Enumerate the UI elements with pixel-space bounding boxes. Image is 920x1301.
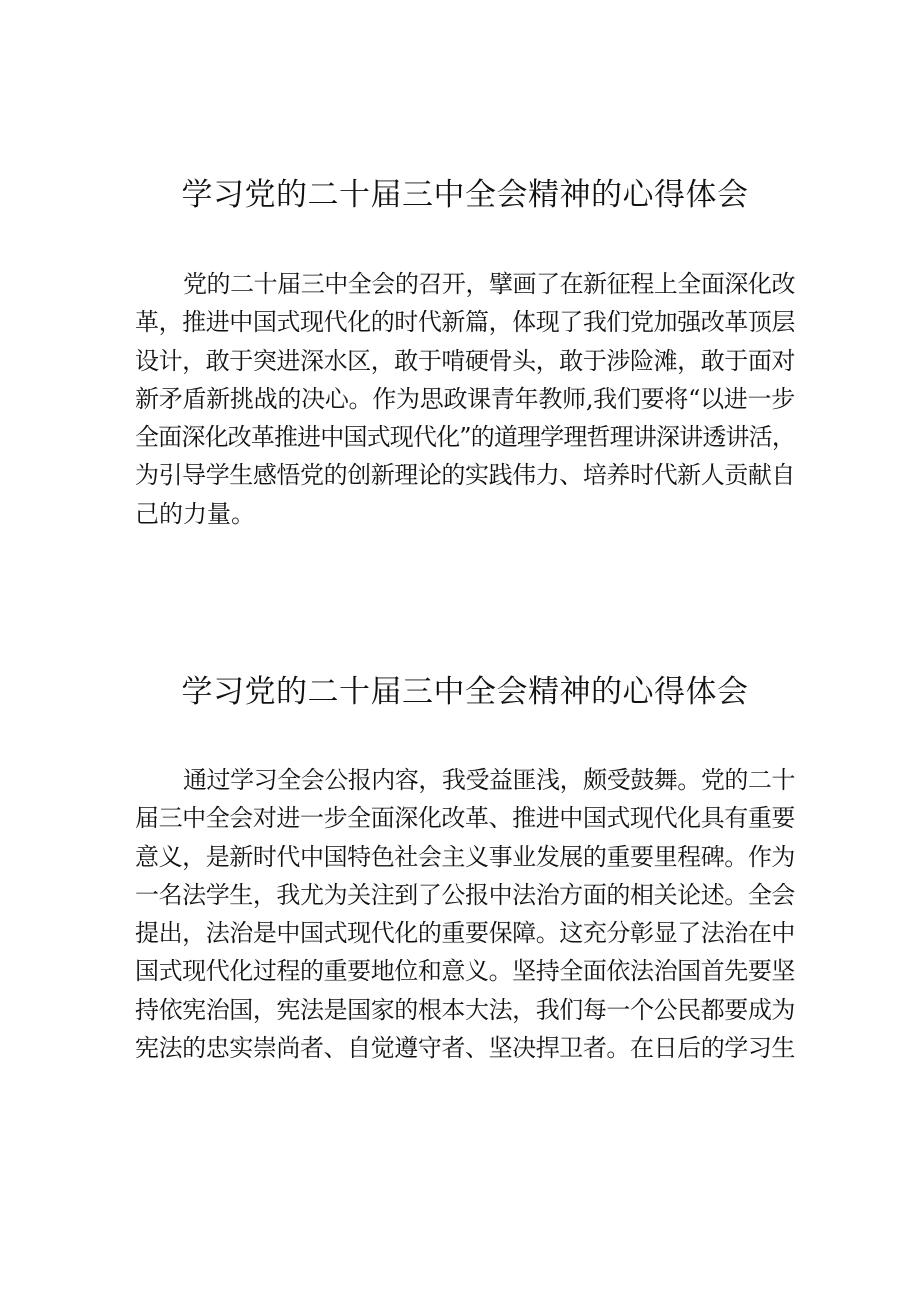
essay-section-1 (135, 172, 795, 533)
paragraph-line: 宪法的忠实崇尚者、自觉遵守者、坚决捍卫者。在日后的学习生 (135, 1034, 795, 1063)
paragraph-line: 提出，法治是中国式现代化的重要保障。这充分彰显了法治在中 (135, 919, 795, 948)
section-title: 学习党的二十届三中全会精神的心得体会 (181, 674, 749, 710)
paragraph-line: 己的力量。 (135, 499, 255, 528)
essay-section-2 (135, 669, 795, 1067)
paragraph-line: 设计，敢于突进深水区，敢于啃硬骨头，敢于涉险滩，敢于面对 (135, 346, 795, 375)
paragraph-line: 意义，是新时代中国特色社会主义事业发展的重要里程碑。作为 (135, 842, 795, 871)
paragraph-line: 届三中全会对进一步全面深化改革、推进中国式现代化具有重要 (135, 804, 795, 833)
paragraph-line: 为引导学生感悟党的创新理论的实践伟力、培养时代新人贡献自 (135, 461, 795, 490)
paragraph-line: 党的二十届三中全会的召开，擘画了在新征程上全面深化改 (183, 270, 795, 298)
paragraph-line: 新矛盾新挑战的决心。作为思政课青年教师,我们要将“以进一步 (135, 384, 795, 413)
section-paragraph (135, 265, 795, 533)
paragraph-line: 革，推进中国式现代化的时代新篇，体现了我们党加强改革顶层 (135, 308, 795, 337)
paragraph-line: 国式现代化过程的重要地位和意义。坚持全面依法治国首先要坚 (135, 957, 795, 986)
paragraph-line: 一名法学生，我尤为关注到了公报中法治方面的相关论述。全会 (135, 880, 795, 909)
section-paragraph (135, 761, 795, 1067)
paragraph-line: 通过学习全会公报内容，我受益匪浅，颇受鼓舞。党的二十 (183, 766, 795, 794)
paragraph-line: 持依宪治国，宪法是国家的根本大法，我们每一个公民都要成为 (135, 995, 795, 1024)
section-title: 学习党的二十届三中全会精神的心得体会 (181, 177, 749, 213)
paragraph-line: 全面深化改革推进中国式现代化”的道理学理哲理讲深讲透讲活， (135, 423, 795, 452)
